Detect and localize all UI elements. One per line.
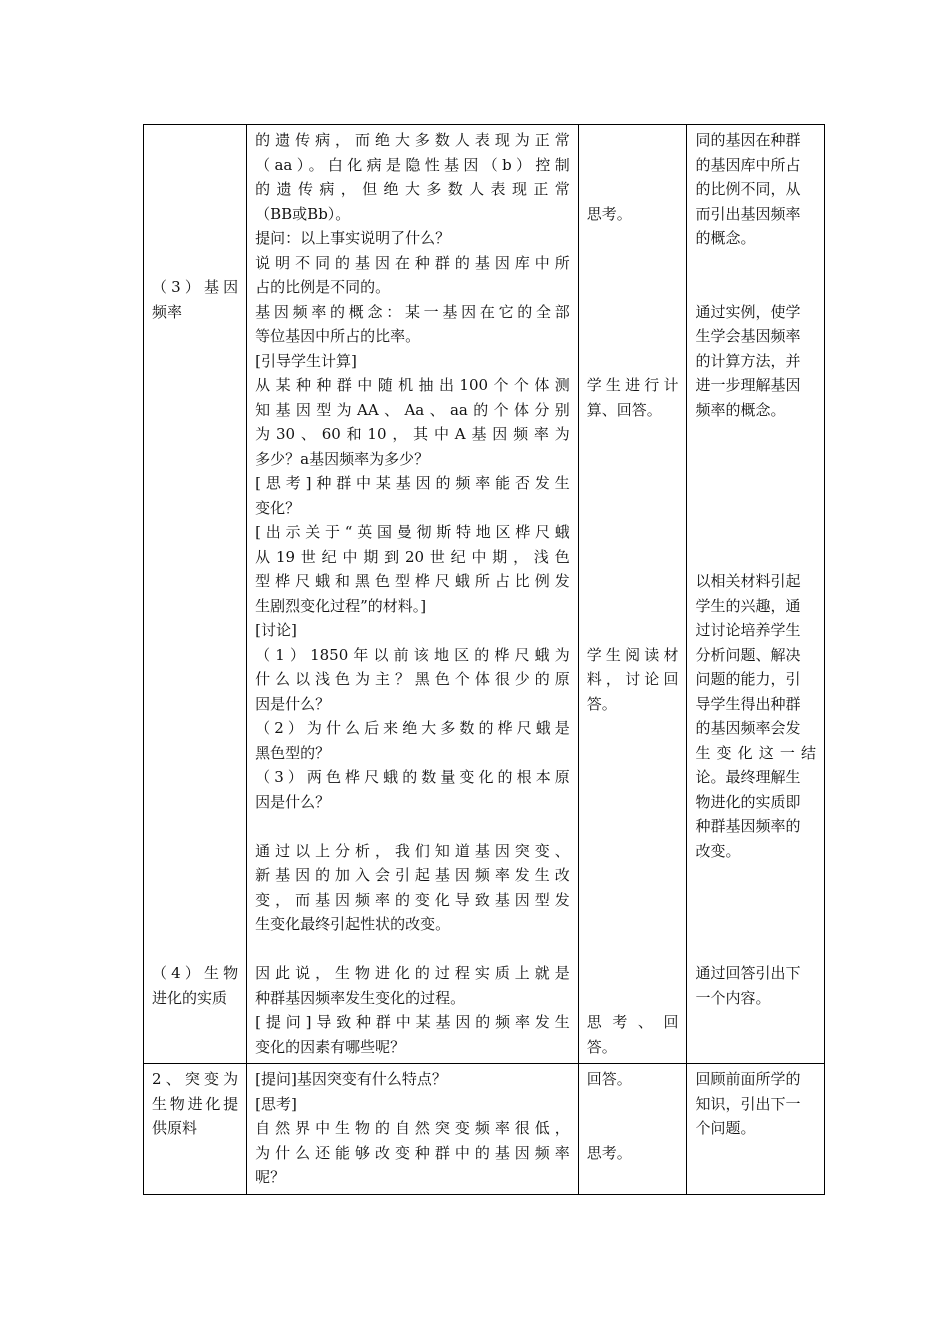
purpose-line: 一个内容。: [695, 988, 771, 1007]
section-title-line: （4）生物: [152, 964, 239, 982]
content-line: 知基因型为AA、Aa、aa的个体分别: [255, 400, 570, 419]
purpose-line: 以相关材料引起: [695, 572, 801, 590]
content-line: 种群基因频率发生变化的过程。: [255, 988, 466, 1007]
section-title-line: （3）基因: [152, 278, 239, 296]
content-line: 从某种种群中随机抽出100个个体测: [255, 376, 570, 394]
lesson-plan-table: [143, 124, 825, 1195]
student-activity-line: 答。: [586, 1037, 617, 1056]
purpose-line: 而引出基因频率: [695, 204, 801, 223]
content-line: 因是什么？: [255, 792, 331, 811]
purpose-line: 通过回答引出下: [695, 964, 801, 982]
content-line: 占的比例是不同的。: [255, 278, 391, 296]
content-line: [讨论]: [255, 621, 297, 639]
purpose-line: 的基因频率会发: [695, 719, 801, 737]
content-line: [思考]: [255, 1094, 297, 1113]
purpose-line: 改变。: [695, 841, 741, 860]
purpose-line: 学生的兴趣，通: [695, 596, 801, 615]
purpose-line: 个问题。: [695, 1119, 756, 1137]
purpose-line: 导学生得出种群: [695, 694, 801, 713]
content-cell: [247, 1064, 579, 1195]
student-activity-line: 学生阅读材: [586, 645, 679, 664]
content-line: 变，而基因频率的变化导致基因型发: [255, 890, 570, 909]
table-row: [144, 1064, 825, 1195]
content-line: 黑色型的？: [255, 743, 331, 762]
content-cell: [247, 125, 579, 1064]
student-activity-line: 学生进行计: [586, 376, 679, 394]
content-line: [出示关于“英国曼彻斯特地区桦尺蛾: [255, 523, 570, 541]
purpose-line: 进一步理解基因: [695, 376, 801, 394]
content-line: 等位基因中所占的比率。: [255, 327, 421, 345]
purpose-line: 频率的概念。: [695, 400, 786, 419]
purpose-line: 问题的能力，引: [695, 670, 801, 688]
purpose-line: 的比例不同，从: [695, 180, 801, 198]
content-line: [255, 937, 570, 962]
content-line: [引导学生计算]: [255, 351, 357, 370]
content-line: 新基因的加入会引起基因频率发生改: [255, 866, 570, 884]
student-activity-cell: [578, 1064, 687, 1195]
content-line: （3）两色桦尺蛾的数量变化的根本原: [255, 768, 570, 786]
content-line: 提问：以上事实说明了什么？: [255, 229, 451, 247]
content-line: 的遗传病，但绝大多数人表现正常: [255, 180, 570, 198]
content-line: [提问]导致种群中某基因的频率发生: [255, 1013, 570, 1031]
content-line: 为30、60和10，其中A基因频率为: [255, 425, 570, 443]
purpose-line: 的计算方法，并: [695, 351, 801, 370]
purpose-line: 知识，引出下一: [695, 1094, 801, 1113]
content-line: 通过以上分析，我们知道基因突变、: [255, 841, 570, 860]
content-line: （BB或Bb）。: [255, 204, 351, 223]
student-activity-line: [587, 1092, 679, 1117]
content-line: 为什么还能够改变种群中的基因频率: [255, 1143, 570, 1162]
student-activity-line: 料，讨论回: [586, 670, 679, 688]
purpose-line: 回顾前面所学的: [695, 1070, 801, 1088]
purpose-cell: [687, 1064, 825, 1195]
content-line: 生剧烈变化过程”的材料。]: [255, 596, 427, 615]
content-line: 多少？a基因频率为多少？: [255, 449, 430, 468]
purpose-line: 生变化这一结: [695, 743, 816, 762]
student-activity-line: [587, 1116, 679, 1141]
purpose-line: 的基因库中所占: [695, 155, 801, 174]
content-line: [提问]基因突变有什么特点？: [255, 1070, 447, 1088]
content-line: 生变化最终引起性状的改变。: [255, 915, 451, 933]
content-line: 呢？: [255, 1168, 286, 1186]
content-line: 变化？: [255, 498, 301, 517]
student-activity-line: 思考。: [586, 204, 632, 223]
content-line: 的遗传病，而绝大多数人表现为正常: [255, 131, 570, 149]
content-line: 因此说，生物进化的过程实质上就是: [255, 964, 570, 982]
purpose-line: 种群基因频率的: [695, 817, 801, 835]
content-line: [255, 814, 570, 839]
table-row: [144, 125, 825, 1064]
section-title-line: 2、突变为: [152, 1070, 239, 1088]
section-title-line: 生物进化提: [152, 1094, 239, 1113]
purpose-line: 生学会基因频率: [695, 327, 801, 345]
content-line: （1）1850年以前该地区的桦尺蛾为: [255, 645, 570, 664]
content-line: 型桦尺蛾和黑色型桦尺蛾所占比例发: [255, 572, 570, 590]
content-line: [思考]种群中某基因的频率能否发生: [255, 474, 570, 492]
purpose-line: 论。最终理解生: [695, 768, 801, 786]
section-title-line: 供原料: [152, 1119, 198, 1137]
student-activity-line: 思考。: [586, 1143, 632, 1162]
section-title-line: 频率: [152, 302, 183, 321]
content-line: 从19世纪中期到20世纪中期，浅色: [255, 547, 570, 566]
content-line: 什么以浅色为主？黑色个体很少的原: [255, 670, 570, 688]
purpose-line: 的概念。: [695, 229, 756, 247]
student-activity-cell: [578, 125, 687, 1064]
purpose-cell: [687, 125, 825, 1064]
student-activity-line: 答。: [586, 694, 617, 713]
student-activity-line: 思考、回: [586, 1013, 679, 1031]
section-title-line: 进化的实质: [152, 988, 228, 1007]
purpose-line: 过讨论培养学生: [695, 621, 801, 639]
content-line: 自然界中生物的自然突变频率很低，: [255, 1119, 570, 1137]
purpose-line: 通过实例，使学: [695, 302, 801, 321]
content-line: 说明不同的基因在种群的基因库中所: [255, 253, 570, 272]
purpose-line: 同的基因在种群: [695, 131, 801, 149]
content-line: 变化的因素有哪些呢？: [255, 1037, 406, 1056]
purpose-line: 分析问题、解决: [695, 645, 801, 664]
content-line: 因是什么？: [255, 694, 331, 713]
purpose-line: 物进化的实质即: [695, 792, 801, 811]
content-line: 基因频率的概念：某一基因在它的全部: [255, 302, 570, 321]
content-line: （2）为什么后来绝大多数的桦尺蛾是: [255, 719, 570, 737]
student-activity-line: 算、回答。: [586, 400, 662, 419]
student-activity-line: 回答。: [586, 1070, 632, 1088]
content-line: （aa）。白化病是隐性基因（b）控制: [255, 155, 570, 174]
section-cell: [144, 125, 247, 1064]
section-cell: [144, 1064, 247, 1195]
